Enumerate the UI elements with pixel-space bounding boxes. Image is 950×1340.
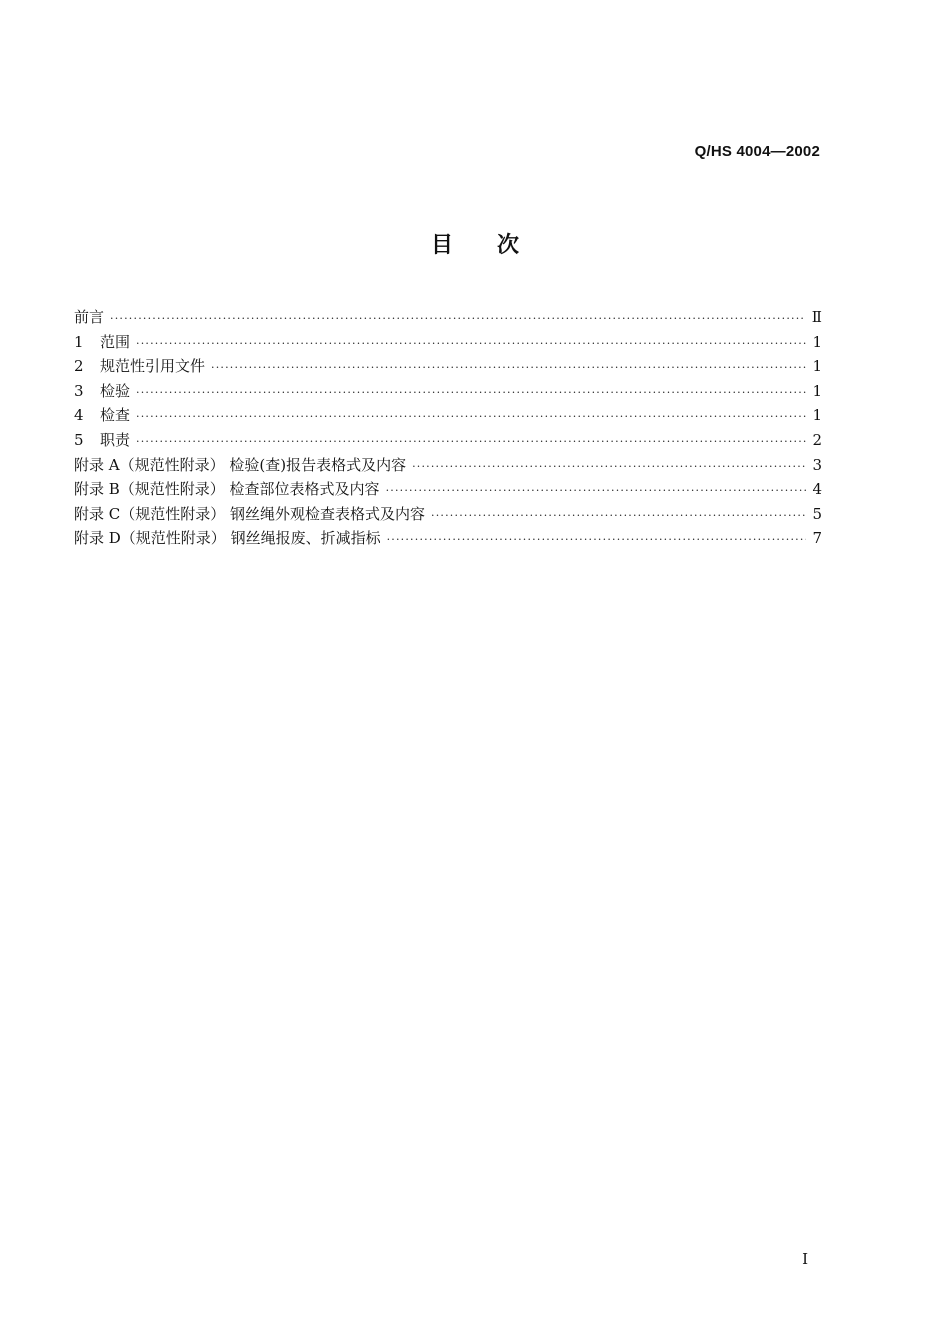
toc-dot-leader	[211, 356, 806, 381]
toc-entry-label: 附录 D（规范性附录） 钢丝绳报废、折减指标	[74, 529, 381, 548]
toc-entry-page: 2	[812, 430, 822, 449]
toc-entry-page: Ⅱ	[811, 308, 822, 326]
toc-entry-label: 4 检查	[74, 406, 131, 425]
toc-entry-examination[interactable]	[74, 403, 822, 428]
toc-dot-leader	[386, 479, 806, 504]
toc-entry-page: 5	[812, 504, 822, 523]
toc-entry-normative-references[interactable]	[74, 354, 822, 379]
toc-title-char-2: 次	[497, 233, 520, 258]
toc-title-char-1: 目	[430, 233, 453, 258]
toc-dot-leader	[431, 504, 806, 529]
toc-entry-page: 1	[812, 381, 822, 400]
toc-entry-label: 2 规范性引用文件	[74, 357, 206, 376]
toc-entry-page: 1	[812, 406, 822, 425]
toc-entry-page: 7	[812, 529, 822, 548]
toc-entry-label: 3 检验	[74, 381, 131, 400]
toc-dot-leader	[136, 332, 806, 357]
page-number: I	[802, 1250, 808, 1268]
toc-entry-label: 附录 C（规范性附录） 钢丝绳外观检查表格式及内容	[74, 504, 426, 523]
toc-entry-inspection-test[interactable]	[74, 379, 822, 404]
toc-dot-leader	[412, 455, 806, 480]
document-code: Q/HS 4004—2002	[694, 143, 820, 160]
toc-entry-label: 前言	[74, 308, 105, 326]
toc-entry-label: 附录 B（规范性附录） 检查部位表格式及内容	[74, 480, 380, 499]
toc-entry-appendix-c[interactable]	[74, 502, 822, 527]
toc-entry-appendix-d[interactable]	[74, 526, 822, 551]
toc-dot-leader	[136, 381, 806, 406]
toc-entry-appendix-a[interactable]	[74, 453, 822, 478]
toc-title	[0, 228, 950, 259]
toc-entry-responsibilities[interactable]	[74, 428, 822, 453]
toc-entry-page: 3	[812, 455, 822, 474]
toc-entry-scope[interactable]	[74, 330, 822, 355]
toc-entry-page: 1	[812, 357, 822, 376]
toc-entry-label: 5 职责	[74, 430, 131, 449]
toc-dot-leader	[387, 528, 806, 553]
toc-dot-leader	[136, 405, 806, 430]
toc-entry-label: 1 范围	[74, 332, 131, 351]
toc-dot-leader	[136, 430, 806, 455]
toc-entry-label: 附录 A（规范性附录） 检验(查)报告表格式及内容	[74, 455, 407, 474]
toc-entry-appendix-b[interactable]	[74, 477, 822, 502]
toc-list	[74, 305, 822, 551]
toc-entry-page: 1	[812, 332, 822, 351]
toc-entry-foreword[interactable]	[74, 305, 822, 330]
toc-entry-page: 4	[812, 480, 822, 499]
toc-dot-leader	[110, 307, 806, 332]
